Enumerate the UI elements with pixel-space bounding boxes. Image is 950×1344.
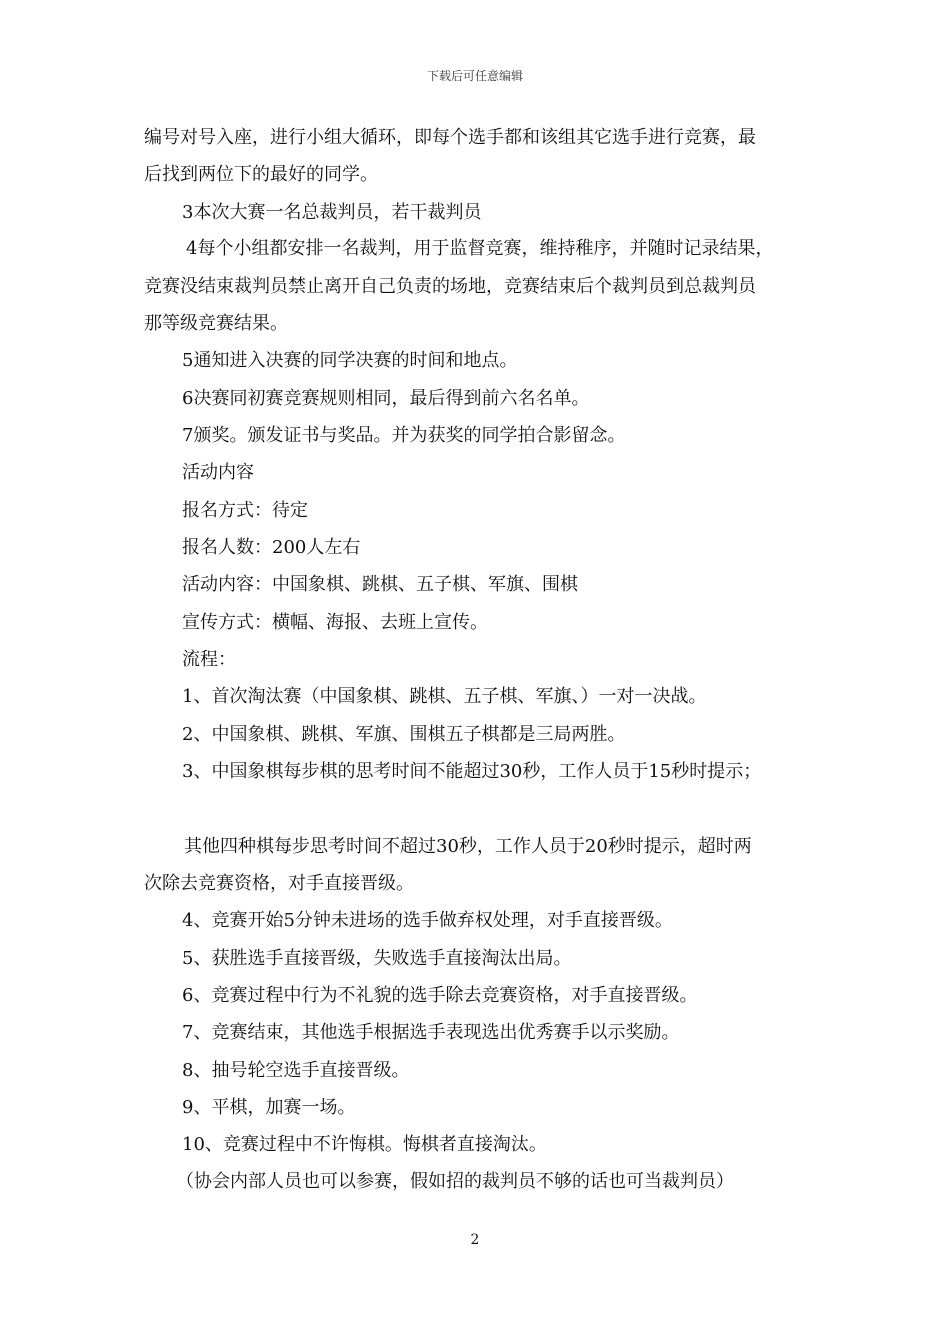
list-item: 8、抽号轮空选手直接晋级。 xyxy=(182,1060,410,1081)
body-line: 其他四种棋每步思考时间不超过30秒，工作人员于20秒时提示，超时两 xyxy=(184,836,752,857)
body-line: 次除去竞赛资格，对手直接晋级。 xyxy=(144,873,414,894)
body-line: 3本次大赛一名总裁判员，若干裁判员 xyxy=(182,202,482,223)
list-item: 6、竞赛过程中行为不礼貌的选手除去竞赛资格，对手直接晋级。 xyxy=(182,985,698,1006)
body-line: 4每个小组都安排一名裁判，用于监督竞赛，维持稚序，并随时记录结果， xyxy=(186,238,774,259)
body-line: 流程： xyxy=(182,649,236,670)
body-line: 后找到两位下的最好的同学。 xyxy=(144,164,378,185)
body-line: 活动内容：中国象棋、跳棋、五子棋、军旗、围棋 xyxy=(182,574,578,595)
page-number: 2 xyxy=(470,1232,480,1248)
list-item: 7、竞赛结束，其他选手根据选手表现选出优秀赛手以示奖励。 xyxy=(182,1022,680,1043)
list-item: 9、平棋，加赛一场。 xyxy=(182,1097,356,1118)
body-line: 报名人数：200人左右 xyxy=(182,537,361,558)
page-header: 下载后可任意编辑 xyxy=(426,69,523,83)
body-line: 7颁奖。颁发证书与奖品。并为获奖的同学拍合影留念。 xyxy=(182,425,626,446)
body-line: 宣传方式：横幅、海报、去班上宣传。 xyxy=(182,612,488,633)
list-item: 5、获胜选手直接晋级，失败选手直接淘汰出局。 xyxy=(182,948,572,969)
list-item: 2、中国象棋、跳棋、军旗、围棋五子棋都是三局两胜。 xyxy=(182,724,626,745)
body-line: 竞赛没结束裁判员禁止离开自己负责的场地，竞赛结束后个裁判员到总裁判员 xyxy=(144,276,756,297)
list-item: 3、中国象棋每步棋的思考时间不能超过30秒，工作人员于15秒时提示； xyxy=(182,761,762,782)
note-line: （协会内部人员也可以参赛，假如招的裁判员不够的话也可当裁判员） xyxy=(176,1171,734,1192)
list-item: 10、竞赛过程中不许悔棋。悔棋者直接淘汰。 xyxy=(182,1134,547,1155)
section-heading: 活动内容 xyxy=(182,462,254,483)
list-item: 4、竞赛开始5分钟未进场的选手做弃权处理，对手直接晋级。 xyxy=(182,910,673,931)
body-line: 6决赛同初赛竞赛规则相同，最后得到前六名名单。 xyxy=(182,388,590,409)
body-line: 编号对号入座，进行小组大循环，即每个选手都和该组其它选手进行竞赛，最 xyxy=(144,127,756,148)
body-line: 那等级竞赛结果。 xyxy=(144,313,288,334)
body-line: 5通知进入决赛的同学决赛的时间和地点。 xyxy=(182,350,518,371)
body-line: 报名方式：待定 xyxy=(182,500,308,521)
list-item: 1、首次淘汰赛（中国象棋、跳棋、五子棋、军旗、）一对一决战。 xyxy=(182,686,707,707)
